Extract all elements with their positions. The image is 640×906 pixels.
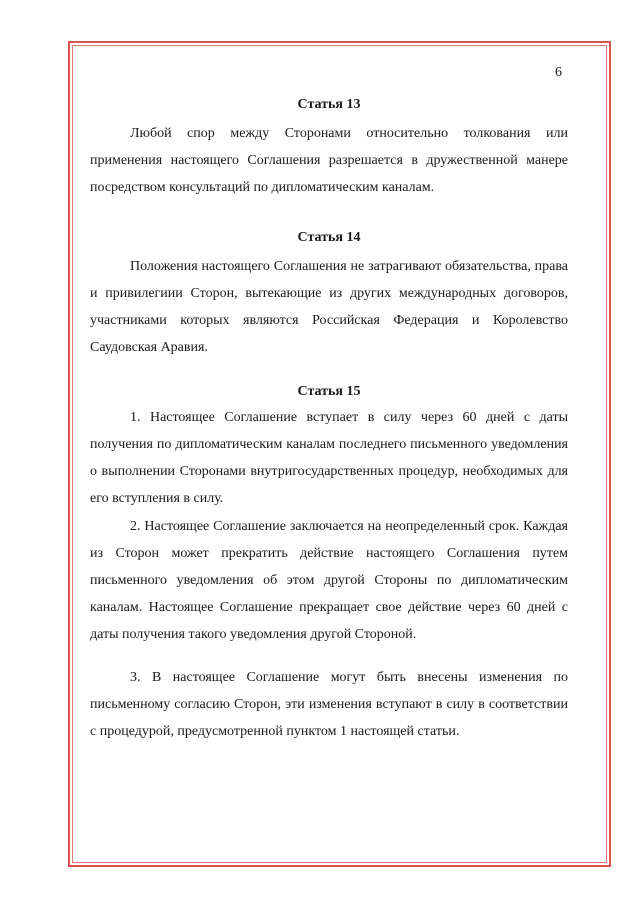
article-15-paragraph-1: 1. Настоящее Соглашение вступает в силу через 60 дней с даты получения по дипломатическим каналам последнего письменного уведомления о выполнении Сторонами внутригосударственных процедур, необходимых для его вступления в силу.: [90, 410, 568, 506]
article-15-paragraph-2: 2. Настоящее Соглашение заключается на неопределенный срок. Каждая из Сторон может прекратить действие настоящего Соглашения путем письменного уведомления об этом другой Стороны по дипломатическим каналам. Настоящее Соглашение прекращает свое действие через 60 дней с даты получения такого уведомления другой Стороной.: [90, 519, 568, 642]
article-13-paragraph-1: Любой спор между Сторонами относительно толкования или применения настоящего Соглашения разрешается в дружественной манере посредством консультаций по дипломатическим каналам.: [90, 126, 568, 195]
article-14-title: Статья 14: [297, 230, 361, 245]
page-number: 6: [555, 65, 562, 80]
article-14-paragraph-1: Положения настоящего Соглашения не затрагивают обязательства, права и привилегиии Сторон, вытекающие из других международных договоров, участниками которых являются Российская Федерация и Королевство Саудовская Аравия.: [90, 259, 568, 355]
article-15-title: Статья 15: [297, 384, 361, 399]
article-13-title: Статья 13: [297, 97, 361, 112]
article-15-paragraph-3: 3. В настоящее Соглашение могут быть внесены изменения по письменному согласию Сторон, эти изменения вступают в силу в соответствии с процедурой, предусмотренной пунктом 1 настоящей статьи.: [90, 670, 568, 739]
